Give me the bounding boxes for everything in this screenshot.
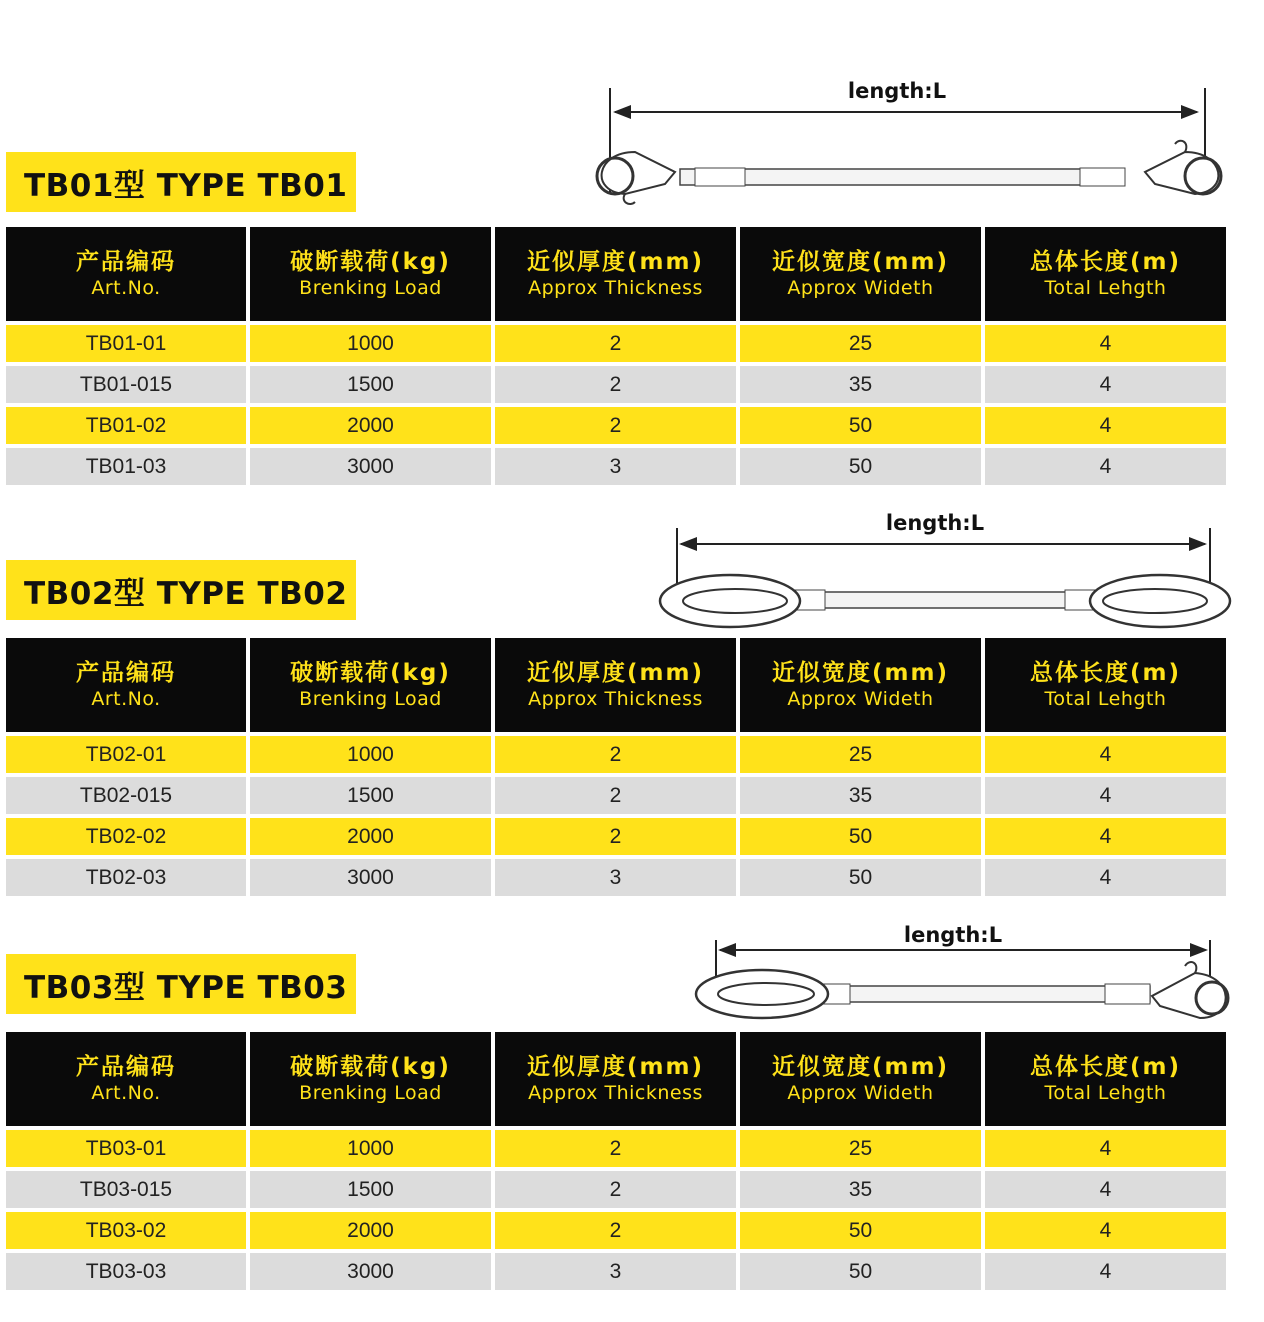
table-cell: 1500 <box>250 366 491 403</box>
header-label-en: Brenking Load <box>299 1082 442 1104</box>
header-label-zh: 近似宽度(mm) <box>772 1054 949 1080</box>
table-cell: 4 <box>985 859 1226 896</box>
table-cell: 1500 <box>250 1171 491 1208</box>
header-label-zh: 产品编码 <box>76 1054 176 1080</box>
table-row <box>6 1253 1226 1290</box>
header-thickness <box>495 638 736 732</box>
table-cell: 2 <box>495 1171 736 1208</box>
header-label-zh: 总体长度(m) <box>1030 660 1181 686</box>
table-cell: 50 <box>740 859 981 896</box>
table-cell: TB02-015 <box>6 777 246 814</box>
spec-table <box>2 634 1230 900</box>
spec-table <box>2 223 1230 489</box>
section-title: TB02型 TYPE TB02 <box>6 560 356 620</box>
table-header-row <box>6 1032 1226 1126</box>
header-label-zh: 近似厚度(mm) <box>527 1054 704 1080</box>
table-cell: 50 <box>740 1253 981 1290</box>
header-width <box>740 227 981 321</box>
header-width <box>740 638 981 732</box>
table-row <box>6 1212 1226 1249</box>
hook-both-ends-sling-icon <box>585 72 1235 212</box>
table-row <box>6 859 1226 896</box>
header-label-zh: 破断载荷(kg) <box>290 249 451 275</box>
header-label-zh: 破断载荷(kg) <box>290 660 451 686</box>
table-cell: 3000 <box>250 1253 491 1290</box>
length-label: length:L <box>885 511 985 535</box>
table-cell: TB01-015 <box>6 366 246 403</box>
table-cell: TB02-03 <box>6 859 246 896</box>
header-label-en: Art.No. <box>91 1082 161 1104</box>
table-cell: 35 <box>740 1171 981 1208</box>
header-label-en: Approx Thickness <box>528 688 703 710</box>
header-total-length <box>985 227 1226 321</box>
table-cell: 3000 <box>250 448 491 485</box>
table-cell: 2 <box>495 777 736 814</box>
header-label-en: Total Lehgth <box>1044 1082 1167 1104</box>
table-row <box>6 1130 1226 1167</box>
table-cell: TB02-01 <box>6 736 246 773</box>
table-row <box>6 1171 1226 1208</box>
header-label-zh: 近似宽度(mm) <box>772 249 949 275</box>
header-art-no <box>6 227 246 321</box>
table-cell: 2000 <box>250 407 491 444</box>
header-art-no <box>6 638 246 732</box>
header-label-en: Approx Thickness <box>528 277 703 299</box>
table-cell: TB01-02 <box>6 407 246 444</box>
eye-and-hook-sling-icon <box>690 918 1235 1028</box>
table-cell: 4 <box>985 1171 1226 1208</box>
header-art-no <box>6 1032 246 1126</box>
header-label-zh: 近似厚度(mm) <box>527 249 704 275</box>
table-cell: TB03-03 <box>6 1253 246 1290</box>
header-breaking-load <box>250 638 491 732</box>
table-cell: 4 <box>985 818 1226 855</box>
header-label-en: Approx Thickness <box>528 1082 703 1104</box>
table-cell: 4 <box>985 407 1226 444</box>
table-cell: 2 <box>495 366 736 403</box>
table-cell: 25 <box>740 736 981 773</box>
table-cell: TB03-01 <box>6 1130 246 1167</box>
table-cell: 1500 <box>250 777 491 814</box>
header-label-en: Total Lehgth <box>1044 688 1167 710</box>
eye-both-ends-sling-icon <box>655 506 1235 636</box>
table-cell: 1000 <box>250 736 491 773</box>
header-label-en: Total Lehgth <box>1044 277 1167 299</box>
header-label-zh: 产品编码 <box>76 660 176 686</box>
table-cell: 25 <box>740 1130 981 1167</box>
table-cell: 25 <box>740 325 981 362</box>
header-label-en: Brenking Load <box>299 688 442 710</box>
table-cell: TB03-015 <box>6 1171 246 1208</box>
table-cell: 50 <box>740 818 981 855</box>
table-cell: TB02-02 <box>6 818 246 855</box>
table-header-row <box>6 227 1226 321</box>
table-cell: 2 <box>495 1130 736 1167</box>
section-title: TB03型 TYPE TB03 <box>6 954 356 1014</box>
table-row <box>6 325 1226 362</box>
section-title: TB01型 TYPE TB01 <box>6 152 356 212</box>
table-cell: 2 <box>495 1212 736 1249</box>
table-cell: 35 <box>740 366 981 403</box>
header-label-zh: 总体长度(m) <box>1030 1054 1181 1080</box>
header-label-zh: 产品编码 <box>76 249 176 275</box>
table-cell: 50 <box>740 1212 981 1249</box>
table-cell: 2 <box>495 736 736 773</box>
table-cell: 2000 <box>250 818 491 855</box>
table-cell: 3 <box>495 1253 736 1290</box>
header-width <box>740 1032 981 1126</box>
length-label: length:L <box>903 923 1003 947</box>
table-cell: 3 <box>495 448 736 485</box>
header-thickness <box>495 1032 736 1126</box>
spec-table <box>2 1028 1230 1294</box>
header-label-en: Approx Wideth <box>787 1082 934 1104</box>
header-total-length <box>985 638 1226 732</box>
header-total-length <box>985 1032 1226 1126</box>
header-breaking-load <box>250 227 491 321</box>
table-cell: 35 <box>740 777 981 814</box>
table-row <box>6 777 1226 814</box>
header-label-zh: 近似宽度(mm) <box>772 660 949 686</box>
header-breaking-load <box>250 1032 491 1126</box>
table-cell: 2 <box>495 407 736 444</box>
table-header-row <box>6 638 1226 732</box>
table-cell: TB03-02 <box>6 1212 246 1249</box>
header-label-en: Art.No. <box>91 277 161 299</box>
table-cell: 4 <box>985 1212 1226 1249</box>
table-cell: 2 <box>495 325 736 362</box>
table-cell: 2 <box>495 818 736 855</box>
table-cell: 4 <box>985 1253 1226 1290</box>
table-cell: 1000 <box>250 325 491 362</box>
length-label: length:L <box>847 79 947 103</box>
header-label-zh: 破断载荷(kg) <box>290 1054 451 1080</box>
header-label-en: Art.No. <box>91 688 161 710</box>
table-cell: 3000 <box>250 859 491 896</box>
header-label-en: Approx Wideth <box>787 688 934 710</box>
table-cell: 4 <box>985 1130 1226 1167</box>
table-cell: 4 <box>985 736 1226 773</box>
table-cell: 3 <box>495 859 736 896</box>
table-row <box>6 736 1226 773</box>
table-cell: 1000 <box>250 1130 491 1167</box>
table-cell: 2000 <box>250 1212 491 1249</box>
header-label-zh: 近似厚度(mm) <box>527 660 704 686</box>
table-row <box>6 366 1226 403</box>
table-cell: 4 <box>985 448 1226 485</box>
header-label-en: Approx Wideth <box>787 277 934 299</box>
table-cell: 50 <box>740 407 981 444</box>
table-row <box>6 448 1226 485</box>
table-row <box>6 818 1226 855</box>
table-cell: 4 <box>985 366 1226 403</box>
header-label-en: Brenking Load <box>299 277 442 299</box>
table-cell: 4 <box>985 777 1226 814</box>
header-label-zh: 总体长度(m) <box>1030 249 1181 275</box>
table-row <box>6 407 1226 444</box>
table-cell: TB01-01 <box>6 325 246 362</box>
table-cell: 50 <box>740 448 981 485</box>
table-cell: 4 <box>985 325 1226 362</box>
table-cell: TB01-03 <box>6 448 246 485</box>
header-thickness <box>495 227 736 321</box>
